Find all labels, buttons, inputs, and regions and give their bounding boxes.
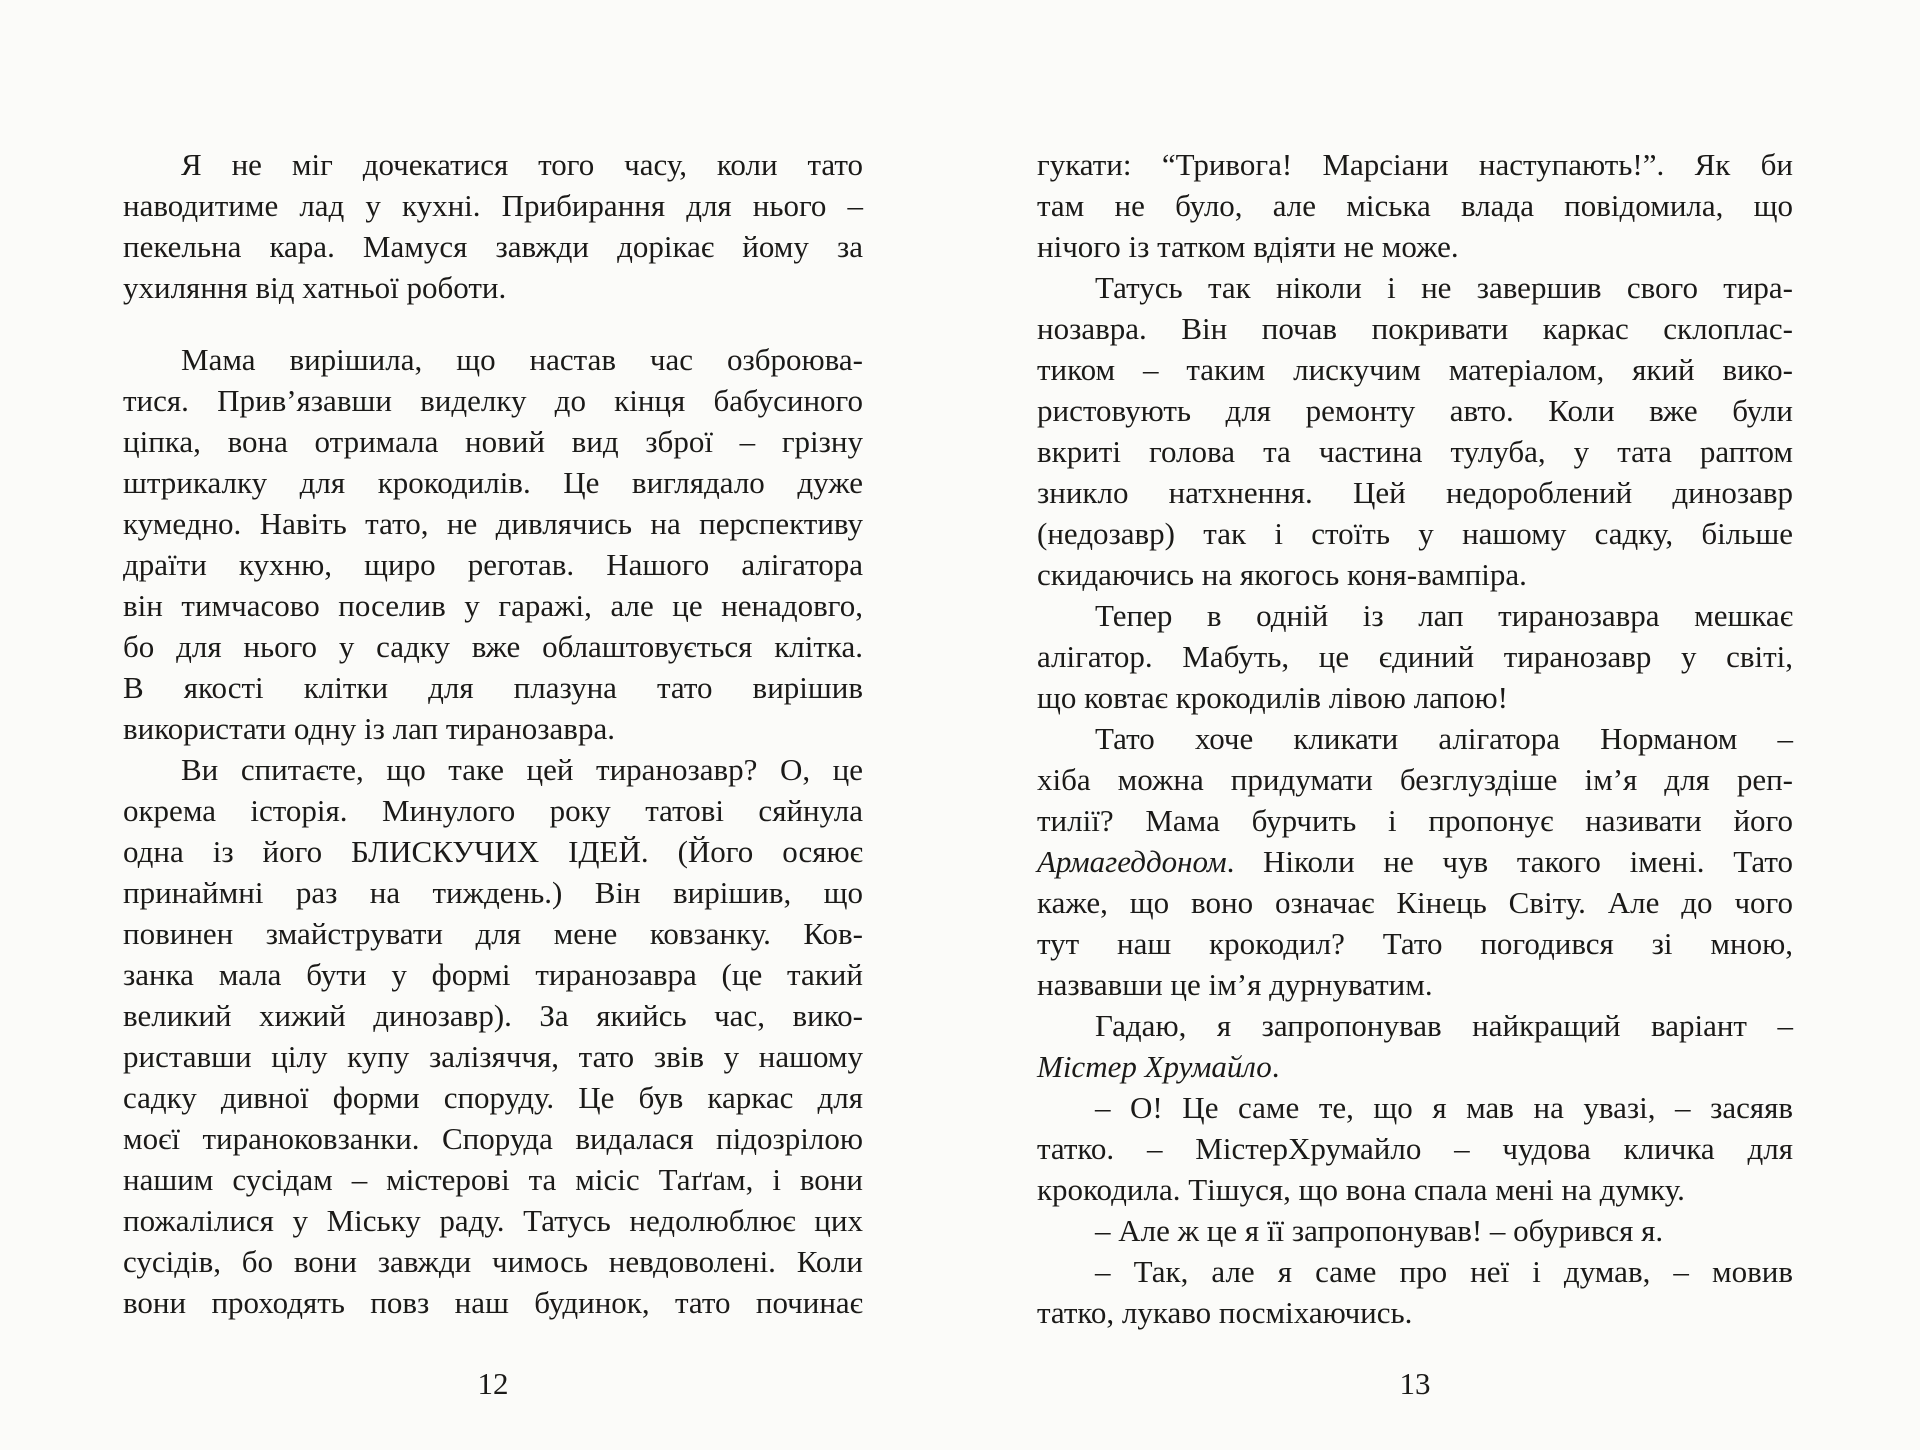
text-line: Тепер в одній із лап тиранозавра мешкає (1095, 598, 1793, 633)
paragraph (1037, 595, 1793, 718)
paragraph (1037, 1210, 1793, 1251)
text-line: одна із його БЛИСКУЧИХ ІДЕЙ. (Його осяює (123, 834, 863, 869)
text-line: ухиляння від хатньої роботи. (123, 270, 507, 305)
text-line: В якості клітки для плазуна тато вирішив (123, 670, 863, 705)
paragraph (1037, 1087, 1793, 1210)
text-line: зникло натхнення. Цей недороблений динозавр (1037, 475, 1793, 510)
text-line: тут наш крокодил? Тато погодився зі мною, (1037, 926, 1793, 961)
text-line: там не було, але міська влада повідомила, що (1037, 188, 1793, 223)
text-line: тилії? Мама бурчить і пропонує називати його (1037, 803, 1793, 838)
italic-text: Містер Хрумайло (1037, 1049, 1272, 1084)
text-line: алігатор. Мабуть, це єдиний тиранозавр у світі, (1037, 639, 1793, 674)
text-line: татко, лукаво посміхаючись. (1037, 1295, 1413, 1330)
text-line: каже, що воно означає Кінець Світу. Але до чого (1037, 885, 1793, 920)
text-line: Містер Хрумайло. (1037, 1049, 1280, 1084)
text-line: вкриті голова та частина тулуба, у тата раптом (1037, 434, 1793, 469)
text-line: окрема історія. Минулого року татові сяйнула (123, 793, 863, 828)
text-line: Армагеддоном. Ніколи не чув такого імені. Тато (1037, 844, 1793, 879)
text-line: тися. Прив’язавши виделку до кінця бабусиного (123, 383, 863, 418)
text-line: скидаючись на якогось коня-вампіра. (1037, 557, 1527, 592)
text-line: татко. – МістерХрумайло – чудова кличка для (1037, 1131, 1793, 1166)
text-line: Татусь так ніколи і не завершив свого тира- (1095, 270, 1793, 305)
text-line: використати одну із лап тиранозавра. (123, 711, 615, 746)
text-line: що ковтає крокодилів лівою лапою! (1037, 680, 1509, 715)
text-line: наводитиме лад у кухні. Прибирання для нього – (123, 188, 863, 223)
text-line: моєї тираноковзанки. Споруда видалася підозрілою (123, 1121, 863, 1156)
page-12-text-column (123, 144, 863, 1323)
italic-text: Армагеддоном (1037, 844, 1227, 879)
text-line: принаймні раз на тиждень.) Він вирішив, що (123, 875, 863, 910)
text-line: (недозавр) так і стоїть у нашому садку, більше (1037, 516, 1793, 551)
text-line: Мама вирішила, що настав час озброюва- (181, 342, 863, 377)
paragraph (123, 339, 863, 749)
text-line: нічого із татком вдіяти не може. (1037, 229, 1459, 264)
page-number: 13 (1399, 1366, 1431, 1401)
text-line: занка мала бути у формі тиранозавра (це такий (123, 957, 863, 992)
text-line: хіба можна придумати безглуздіше ім’я для реп- (1037, 762, 1793, 797)
paragraph (123, 144, 863, 308)
paragraph (1037, 1251, 1793, 1333)
text-line: крокодила. Тішуся, що вона спала мені на думку. (1037, 1172, 1685, 1207)
text-line: – Так, але я саме про неї і думав, – мовив (1095, 1254, 1793, 1289)
text-line: нозавра. Він почав покривати каркас склоплас- (1037, 311, 1793, 346)
text-line: Ви спитаєте, що таке цей тиранозавр? О, це (181, 752, 863, 787)
paragraph (1037, 267, 1793, 595)
text-line: він тимчасово поселив у гаражі, але це ненадовго, (123, 588, 863, 623)
text-line: ціпка, вона отримала новий вид зброї – грізну (123, 424, 863, 459)
paragraph (1037, 144, 1793, 267)
text-line: бо для нього у садку вже облаштовується клітка. (123, 629, 863, 664)
text-line: Гадаю, я запропонував найкращий варіант – (1095, 1008, 1793, 1043)
paragraph (123, 749, 863, 1323)
text-line: драїти кухню, щиро реготав. Нашого алігатора (123, 547, 863, 582)
text-line: риставши цілу купу залізяччя, тато звів у нашому (123, 1039, 863, 1074)
text-line: повинен змайструвати для мене ковзанку. Ков- (123, 916, 863, 951)
text-line: садку дивної форми споруду. Це був каркас для (123, 1080, 863, 1115)
text-line: Тато хоче кликати алігатора Норманом – (1095, 721, 1793, 756)
text-line: пекельна кара. Мамуся завжди дорікає йому за (123, 229, 863, 264)
text-line: кумедно. Навіть тато, не дивлячись на перспективу (123, 506, 863, 541)
text-line: Я не міг дочекатися того часу, коли тато (181, 147, 863, 182)
text-line: – Але ж це я її запропонував! – обурився я. (1095, 1213, 1664, 1248)
text-line: гукати: “Тривога! Марсіани наступають!”. Як би (1037, 147, 1793, 182)
page-13-text-column (1037, 144, 1793, 1333)
text-line: вони проходять повз наш будинок, тато починає (123, 1285, 863, 1320)
text-line: – О! Це саме те, що я мав на увазі, – засяяв (1095, 1090, 1793, 1125)
text-line: великий хижий динозавр). За якийсь час, вико- (123, 998, 863, 1033)
paragraph (1037, 718, 1793, 1005)
text-line: назвавши це ім’я дурнуватим. (1037, 967, 1433, 1002)
text-line: пожалілися у Міську раду. Татусь недолюблює цих (123, 1203, 863, 1238)
paragraph (1037, 1005, 1793, 1087)
text-line: нашим сусідам – містерові та місіс Таґґам, і вони (123, 1162, 863, 1197)
page-number: 12 (477, 1366, 509, 1401)
text-line: сусідів, бо вони завжди чимось невдоволені. Коли (123, 1244, 863, 1279)
text-line: ристовують для ремонту авто. Коли вже були (1037, 393, 1793, 428)
text-line: штрикалку для крокодилів. Це виглядало дуже (123, 465, 863, 500)
text-line: тиком – таким лискучим матеріалом, який вико- (1037, 352, 1793, 387)
